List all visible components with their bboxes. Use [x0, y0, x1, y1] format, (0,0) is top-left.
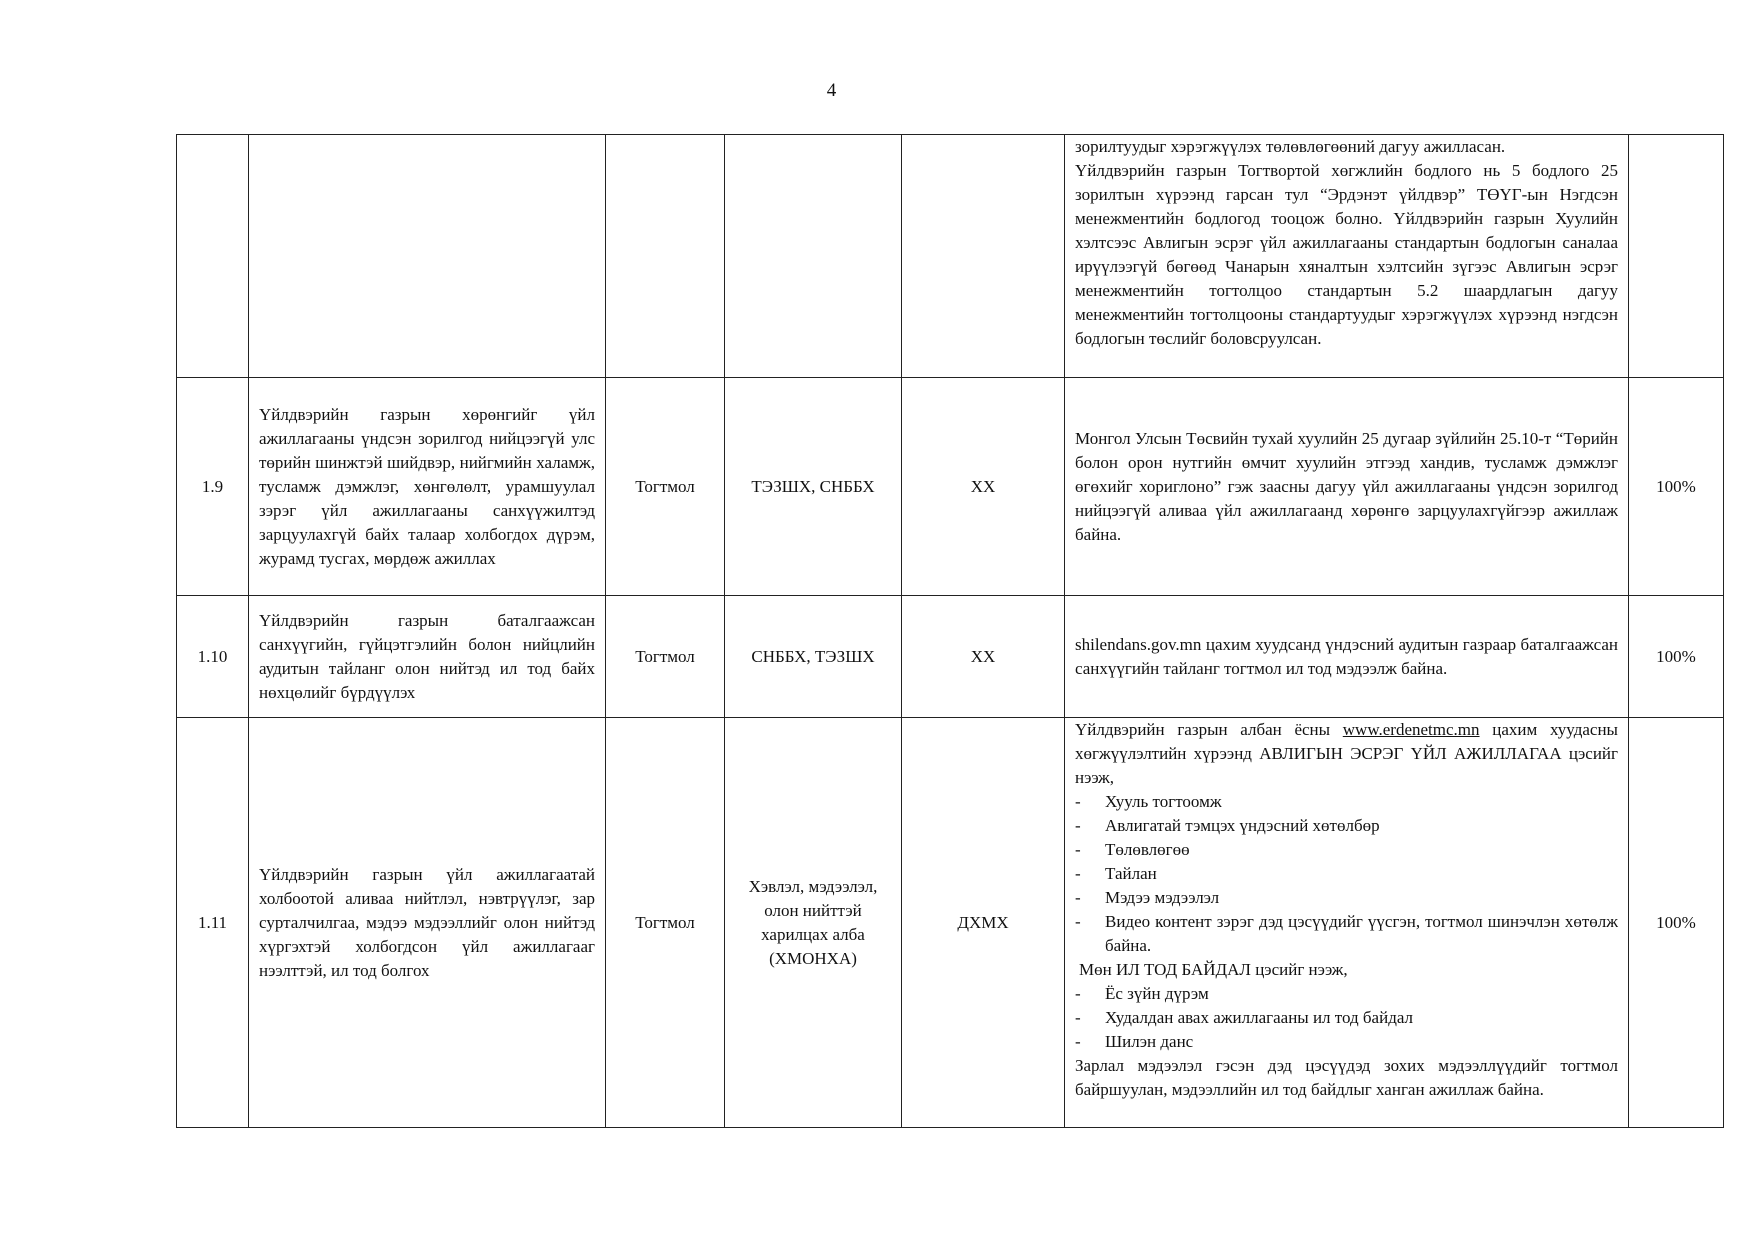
- responsible-cell: СНББХ, ТЭЗШХ: [725, 596, 902, 718]
- task-cell: [249, 135, 606, 378]
- table-row: [177, 718, 1724, 1128]
- task-cell: Үйлдвэрийн газрын хөрөнгийг үйл ажиллагааны үндсэн зорилгод нийцээгүй улс төрийн шинжтэй шийдвэр, нийгмийн халамж, тусламж дэмжлэг, хөнгөлөлт, урамшуулал зэрэг үйл ажиллагааны санхүүжилтэд зарцуулахгүй байх талаар холбогдох дүрэм, журамд тусгах, мөрдөж ажиллах: [249, 378, 606, 596]
- table-row: [177, 378, 1724, 596]
- report-paragraph: Үйлдвэрийн газрын Тогтвортой хөгжлийн бодлого нь 5 бодлого 25 зорилтын хүрээнд гарсан тул “Эрдэнэт үйлдвэр” ТӨҮГ-ын Нэгдсэн менежментийн бодлогод тооцож болно. Үйлдвэрийн газрын Хуулийн хэлтсээс Авлигын эсрэг үйл ажиллагааны стандартын бодлогын саналаа ирүүлээгүй бөгөөд Чанарын хяналтын хэлтсийн зүгээс Авлигын эсрэг менежментийн тогтолцоо стандартын 5.2 шаардлагын дагуу менежментийн тогтолцооны стандартуудыг хэрэгжүүлэх хүрээнд нэгдсэн бодлогын төслийг боловсруулсан.: [1075, 161, 1618, 348]
- period-cell: [606, 135, 725, 378]
- responsible-cell: Хэвлэл, мэдээлэл, олон нийттэй харилцах алба (ХМОНХА): [725, 718, 902, 1128]
- table-row: [177, 596, 1724, 718]
- report-closing: Зарлал мэдээлэл гэсэн дэд цэсүүдэд зохих мэдээллүүдийг тогтмол байршуулан, мэдээллийн ил тод байдлыг ханган ажиллаж байна.: [1075, 1056, 1618, 1099]
- unit-cell: ХХ: [902, 596, 1065, 718]
- list-item: - Хууль тогтоомж: [1075, 792, 1222, 811]
- percent-cell: 100%: [1629, 378, 1724, 596]
- list-item: - Мэдээ мэдээлэл: [1075, 888, 1220, 907]
- task-cell: Үйлдвэрийн газрын баталгаажсан санхүүгийн, гүйцэтгэлийн болон нийцлийн аудитын тайланг олон нийтэд ил тод байх нөхцөлийг бүрдүүлэх: [249, 596, 606, 718]
- report-cell: [1065, 718, 1629, 1128]
- report-cell: [1065, 596, 1629, 718]
- report-table: [176, 134, 1724, 1128]
- responsible-cell: [725, 135, 902, 378]
- row-number: 1.11: [177, 718, 249, 1128]
- period-cell: Тогтмол: [606, 596, 725, 718]
- row-number: 1.10: [177, 596, 249, 718]
- row-number: [177, 135, 249, 378]
- report-paragraph: Монгол Улсын Төсвийн тухай хуулийн 25 дугаар зүйлийн 25.10-т “Төрийн болон орон нутгийн өмчит хуулийн этгээд хандив, тусламж дэмжлэг өгөхийг хориглоно” гэж заасны дагуу үйл ажиллагааны үндсэн зорилгод нийцээгүй аливаа үйл ажиллагаанд хөрөнгө зарцуулахгүйгээр ажиллаж байна.: [1075, 428, 1618, 544]
- report-cell: [1065, 135, 1629, 378]
- unit-cell: ДХМХ: [902, 718, 1065, 1128]
- report-intro: Үйлдвэрийн газрын албан ёсны www.erdenetmc.mn цахим хуудасны хөгжүүлэлтийн хүрээнд АВЛИГЫН ЭСРЭГ ҮЙЛ АЖИЛЛАГАА цэсийг нээж,: [1075, 720, 1618, 787]
- unit-cell: [902, 135, 1065, 378]
- report-cell: [1065, 378, 1629, 596]
- period-cell: Тогтмол: [606, 718, 725, 1128]
- unit-cell: ХХ: [902, 378, 1065, 596]
- table-row: [177, 135, 1724, 378]
- percent-cell: 100%: [1629, 718, 1724, 1128]
- percent-cell: [1629, 135, 1724, 378]
- list-item: - Төлөвлөгөө: [1075, 840, 1190, 859]
- list-item: - Худалдан авах ажиллагааны ил тод байдал: [1075, 1008, 1414, 1027]
- responsible-cell: ТЭЗШХ, СНББХ: [725, 378, 902, 596]
- report-paragraph: зорилтуудыг хэрэгжүүлэх төлөвлөгөөний дагуу ажилласан.: [1075, 137, 1506, 156]
- website-link[interactable]: www.erdenetmc.mn: [1342, 720, 1480, 739]
- percent-cell: 100%: [1629, 596, 1724, 718]
- period-cell: Тогтмол: [606, 378, 725, 596]
- list-item: - Авлигатай тэмцэх үндэсний хөтөлбөр: [1075, 816, 1380, 835]
- report-middle: Мөн ИЛ ТОД БАЙДАЛ цэсийг нээж,: [1079, 960, 1348, 979]
- page-number: 4: [826, 80, 837, 101]
- list-item: - Тайлан: [1075, 864, 1157, 883]
- task-cell: Үйлдвэрийн газрын үйл ажиллагаатай холбоотой аливаа нийтлэл, нэвтрүүлэг, зар сурталчилгаа, мэдээ мэдээллийг олон нийтэд хүргэхтэй холбогдсон үйл ажиллагааг нээлттэй, ил тод болгох: [249, 718, 606, 1128]
- row-number: 1.9: [177, 378, 249, 596]
- list-item: - Шилэн данс: [1075, 1032, 1194, 1051]
- list-item: - Видео контент зэрэг дэд цэсүүдийг үүсгэн, тогтмол шинэчлэн хөтөлж байна.: [1075, 912, 1618, 955]
- report-paragraph: shilendans.gov.mn цахим хуудсанд үндэсний аудитын газраар баталгаажсан санхүүгийн тайланг тогтмол ил тод мэдээлж байна.: [1075, 634, 1618, 678]
- list-item: - Ёс зүйн дүрэм: [1075, 984, 1209, 1003]
